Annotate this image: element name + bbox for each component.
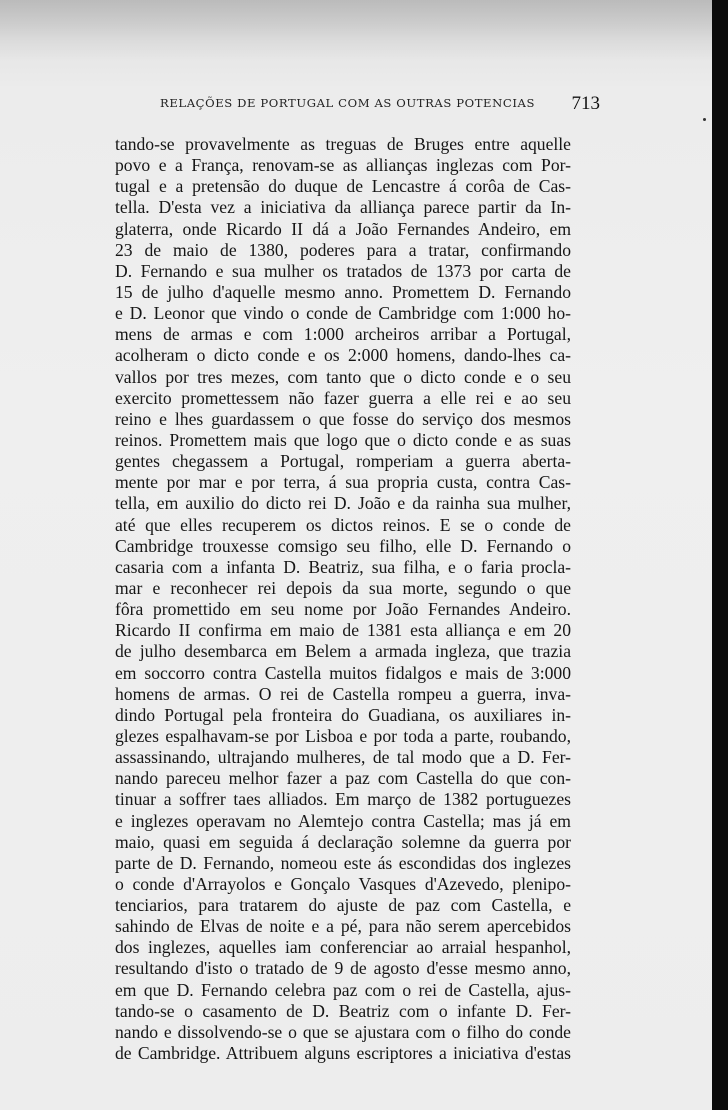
text-line: em que D. Fernando celebra paz com o rei de Castella, ajus- [115, 979, 571, 1000]
text-line: mente por mar e por terra, á sua propria custa, contra Cas- [115, 472, 571, 493]
text-line: em soccorro contra Castella muitos fidalgos e mais de 3:000 [115, 662, 571, 683]
text-line: de Cambridge. Attribuem alguns escriptores a iniciativa d'estas [115, 1043, 571, 1064]
text-line: nando e dissolvendo-se o que se ajustara com o filho do conde [115, 1021, 571, 1042]
text-line: 15 de julho d'aquelle mesmo anno. Promettem D. Fernando [115, 281, 571, 302]
text-line: exercito promettessem não fazer guerra a elle rei e ao seu [115, 387, 571, 408]
text-line: gentes chegassem a Portugal, romperiam a guerra aberta- [115, 451, 571, 472]
text-line: tugal e a pretensão do duque de Lencastre á corôa de Cas- [115, 176, 571, 197]
text-line: e inglezes operavam no Alemtejo contra Castella; mas já em [115, 810, 571, 831]
scan-speck [703, 118, 706, 121]
text-line: mar e reconhecer rei depois da sua morte, segundo o que [115, 577, 571, 598]
text-line: sahindo de Elvas de noite e a pé, para não serem apercebidos [115, 916, 571, 937]
text-line: Cambridge trouxesse comsigo seu filho, elle D. Fernando o [115, 535, 571, 556]
text-line: assassinando, ultrajando mulheres, de tal modo que a D. Fer- [115, 747, 571, 768]
text-line: e D. Leonor que vindo o conde de Cambridge com 1:000 ho- [115, 303, 571, 324]
text-line: tando-se o casamento de D. Beatriz com o infante D. Fer- [115, 1000, 571, 1021]
text-line: homens de armas. O rei de Castella rompeu a guerra, inva- [115, 683, 571, 704]
text-line: parte de D. Fernando, nomeou este ás escondidas dos inglezes [115, 852, 571, 873]
text-line: nando pareceu melhor fazer a paz com Castella do que con- [115, 768, 571, 789]
text-line: fôra promettido em seu nome por João Fernandes Andeiro. [115, 599, 571, 620]
body-text [115, 134, 571, 1064]
text-line: tella, em auxilio do dicto rei D. João e da rainha sua mulher, [115, 493, 571, 514]
text-line: glaterra, onde Ricardo II dá a João Fernandes Andeiro, em [115, 218, 571, 239]
text-line: maio, quasi em seguida á declaração solemne da guerra por [115, 831, 571, 852]
text-line: resultando d'isto o tratado de 9 de agosto d'esse mesmo anno, [115, 958, 571, 979]
text-line: mens de armas e com 1:000 archeiros arribar a Portugal, [115, 324, 571, 345]
text-line: 23 de maio de 1380, poderes para a tratar, confirmando [115, 239, 571, 260]
text-line: D. Fernando e sua mulher os tratados de 1373 por carta de [115, 260, 571, 281]
text-line: tando-se provavelmente as treguas de Bruges entre aquelle [115, 134, 571, 154]
text-line: de julho desembarca em Belem a armada ingleza, que trazia [115, 641, 571, 662]
text-line: povo e a França, renovam-se as allianças inglezas com Por- [115, 155, 571, 176]
text-line: vallos por tres mezes, com tanto que o dicto conde e o seu [115, 366, 571, 387]
scan-border [712, 0, 728, 1110]
text-line: acolheram o dicto conde e os 2:000 homens, dando-lhes ca- [115, 345, 571, 366]
running-title: RELAÇÕES DE PORTUGAL COM AS OUTRAS POTENCIAS [160, 96, 536, 110]
text-line: reinos. Promettem mais que logo que o dicto conde e as suas [115, 429, 571, 450]
text-line: casaria com a infanta D. Beatriz, sua filha, e o faria procla- [115, 556, 571, 577]
text-line: tinuar a soffrer taes alliados. Em março de 1382 portuguezes [115, 789, 571, 810]
text-line: tenciarios, para tratarem do ajuste de paz com Castella, e [115, 895, 571, 916]
text-line: até que elles recuperem os dictos reinos. E se o conde de [115, 514, 571, 535]
text-line: dindo Portugal pela fronteira do Guadiana, os auxiliares in- [115, 704, 571, 725]
text-line: dos inglezes, aquelles iam conferenciar ao arraial hespanhol, [115, 937, 571, 958]
text-line: glezes espalhavam-se por Lisboa e por toda a parte, roubando, [115, 725, 571, 746]
text-line: Ricardo II confirma em maio de 1381 esta alliança e em 20 [115, 620, 571, 641]
running-head [160, 93, 600, 115]
text-line: o conde d'Arrayolos e Gonçalo Vasques d'Azevedo, plenipo- [115, 873, 571, 894]
scan-shadow [0, 0, 712, 60]
text-line: tella. D'esta vez a iniciativa da alliança parece partir da In- [115, 197, 571, 218]
page-number: 713 [571, 93, 600, 114]
text-line: reino e lhes guardassem o que fosse do serviço dos mesmos [115, 408, 571, 429]
